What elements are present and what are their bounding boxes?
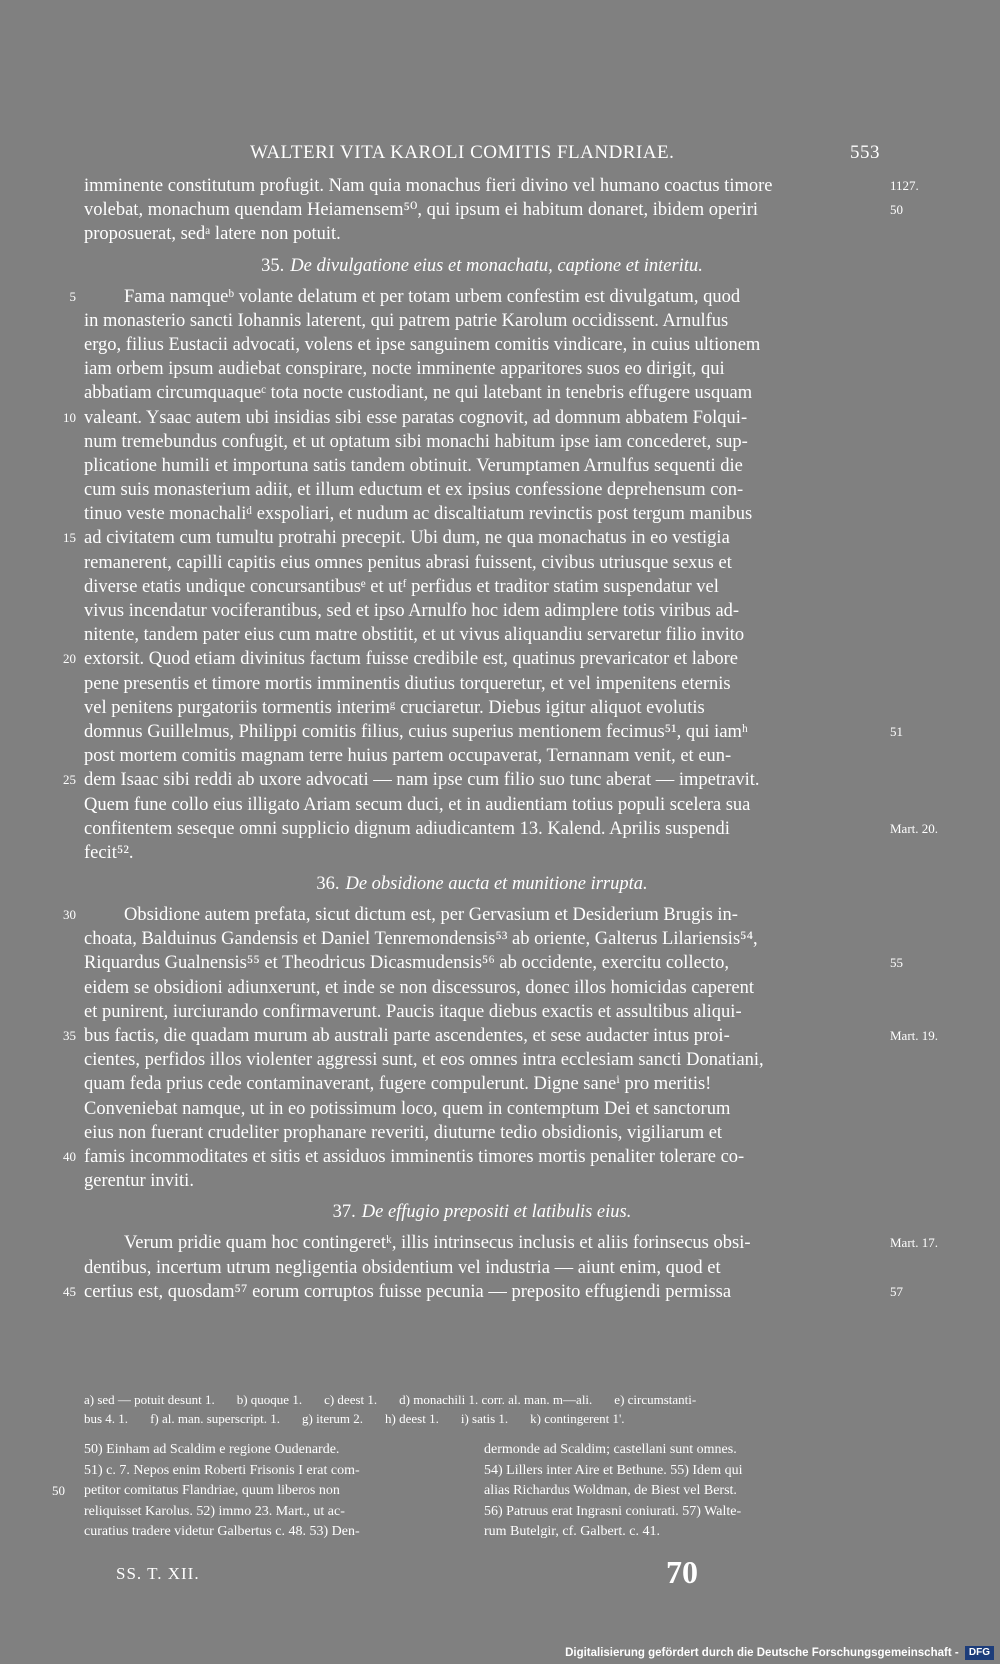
main-text	[63, 174, 939, 1304]
apparatus-note: g) iterum 2.	[302, 1411, 364, 1426]
line-number: 20	[63, 651, 76, 667]
text-line	[84, 357, 880, 381]
text-line	[84, 502, 880, 526]
text-line	[63, 768, 880, 792]
text-line	[63, 1145, 880, 1169]
digitization-credit	[565, 1646, 994, 1660]
footnote-text: 54) Lillers inter Aire et Bethune. 55) Idem qui	[484, 1462, 743, 1478]
footnote-text: rum Butelgir, cf. Galbert. c. 41.	[484, 1524, 660, 1539]
footnote-text: 50) Einham ad Scaldim e regione Oudenarde.	[84, 1442, 340, 1457]
line-text: certius est, quosdam⁵⁷ eorum corruptos fuisse pecunia — preposito effugiendi permissa	[84, 1281, 732, 1302]
section-title: De effugio prepositi et latibulis eius.	[361, 1202, 632, 1223]
line-number: 10	[63, 409, 76, 425]
apparatus-row	[84, 1409, 880, 1428]
line-text: gerentur inviti.	[84, 1171, 194, 1192]
apparatus-note: d) monachili 1. corr. al. man. m—ali.	[399, 1392, 593, 1407]
text-line	[84, 927, 880, 951]
line-number: 35	[63, 1028, 76, 1043]
text-line	[69, 285, 880, 309]
text-line	[84, 478, 880, 502]
page-bottom	[116, 1554, 836, 1594]
footnote-line	[84, 1502, 466, 1523]
text-line	[84, 976, 880, 1000]
apparatus-note: e) circumstanti-	[614, 1392, 697, 1407]
line-text: pene presentis et timore mortis imminentis diutius torqueretur, et vel impenitens eternis	[84, 673, 731, 694]
footnote-line	[484, 1522, 866, 1543]
line-text: num tremebundus confugit, et ut optatum sibi monachi habitum ipse iam concederet, sup-	[84, 431, 748, 452]
line-text: Obsidione autem prefata, sicut dictum est, per Gervasium et Desiderium Brugis in-	[124, 905, 738, 926]
footnote-line	[484, 1440, 866, 1461]
footnote-line	[52, 1481, 466, 1502]
apparatus-note: b) quoque 1.	[236, 1392, 303, 1407]
line-text: post mortem comitis magnam terre huius partem occupaverat, Ternannam venit, et eun-	[84, 746, 732, 767]
critical-apparatus	[84, 1390, 880, 1428]
line-text: in monasterio sancti Iohannis laterent, qui patrem patrie Karolum occidissent. Arnulfus	[84, 310, 729, 331]
footnotes-left-column	[52, 1440, 466, 1543]
line-text: cum suis monasterium adiit, et illum eductum et ex ipsius confessione deprehensum con-	[84, 480, 744, 501]
footnote-line	[84, 1440, 466, 1461]
line-text: remanerent, capilli capitis eius omnes penitus abrasi fuissent, civibus utriusque sexus et	[84, 552, 732, 573]
line-text: Fama namqueᵇ volante delatum et per totam urbem confestim est divulgatum, quod	[124, 286, 741, 307]
credit-text: Digitalisierung gefördert durch die Deutsche Forschungsgemeinschaft -	[565, 1647, 959, 1660]
footnote-line	[84, 1522, 466, 1543]
margin-note: 55	[890, 955, 903, 971]
apparatus-note: c) deest 1.	[324, 1392, 378, 1407]
text-line	[84, 198, 903, 222]
footnote-line	[484, 1502, 866, 1523]
text-line	[84, 720, 903, 744]
text-line	[63, 647, 880, 671]
line-text: nitente, tandem pater eius cum matre obstitit, et ut vivus aliquandiu servaretur filio invito	[84, 625, 745, 646]
text-line	[84, 599, 880, 623]
line-number: 30	[63, 907, 76, 923]
margin-note: 1127.	[890, 178, 919, 193]
line-number: 5	[69, 288, 76, 304]
text-line	[84, 1097, 880, 1121]
section-number: 37.	[332, 1202, 356, 1223]
footnote-text: 56) Patruus erat Ingrasni coniurati. 57) Walte-	[484, 1503, 742, 1519]
text-line	[84, 1000, 880, 1024]
footnote-text: petitor comitatus Flandriae, quum liberos non	[84, 1483, 340, 1498]
line-text: tinuo veste monachaliᵈ exspoliari, et nudum ac discaltiatum revinctis post tergum manibus	[84, 504, 753, 525]
footnote-line	[84, 1461, 466, 1482]
line-text: vivus incendatur vociferantibus, sed et ipso Arnulfo hoc idem adimplere totis viribus ad-	[84, 601, 740, 621]
line-text: ad civitatem cum tumultu protrahi precepit. Ubi dum, ne qua monachatus in eo vestigia	[84, 528, 730, 549]
line-text: vel penitens purgatoriis tormentis interimᵍ cruciaretur. Diebus igitur aliquot evolutis	[84, 697, 705, 718]
text-line	[63, 406, 880, 430]
text-line	[84, 309, 880, 333]
line-text: Riquardus Gualnensis⁵⁵ et Theodricus Dicasmudensis⁵⁶ ab occidente, exercitu collecto,	[84, 953, 730, 974]
line-number: 15	[63, 530, 76, 546]
section-number: 35.	[261, 255, 285, 276]
text-line	[84, 551, 880, 575]
line-text: valeant. Ysaac autem ubi insidias sibi esse paratas cognovit, ad domnum abbatem Folqui-	[84, 407, 748, 428]
line-text: abbatiam circumquaqueᶜ tota nocte custodiant, ne qui latebant in tenebris effugere usquam	[84, 383, 753, 404]
line-number: 40	[63, 1148, 76, 1164]
text-line	[84, 623, 880, 647]
line-text: eius non fuerant crudeliter prophanare reveriti, diuturne tedio obsidionis, vigiliarum et	[84, 1122, 723, 1143]
text-line	[84, 1048, 880, 1072]
apparatus-note: a) sed — potuit desunt 1.	[84, 1392, 215, 1407]
text-line	[84, 672, 880, 696]
line-text: iam orbem ipsum audiebat conspirare, nocte imminente apparitores suos eo dirigit, qui	[84, 359, 725, 380]
text-line	[84, 1072, 880, 1096]
margin-note: Mart. 20.	[890, 820, 939, 836]
line-text: fecit⁵².	[84, 842, 134, 863]
text-line	[84, 744, 880, 768]
line-text: Conveniebat namque, ut in eo potissimum loco, quem in contemptum Dei et sanctorum	[84, 1098, 731, 1119]
text-line	[84, 222, 880, 246]
text-line	[84, 174, 919, 198]
footnotes-right-column	[484, 1440, 866, 1543]
text-line	[84, 841, 880, 865]
line-text: plicatione humili et importuna satis tandem obtinuit. Verumptamen Arnulfus sequenti die	[84, 455, 743, 476]
apparatus-row	[84, 1390, 880, 1409]
line-text: Verum pridie quam hoc contingeretᵏ, illis intrinsecus inclusis et aliis forinsecus obsi-	[124, 1233, 751, 1254]
line-text: extorsit. Quod etiam divinitus factum fuisse credibile est, quatinus prevaricator et labore	[84, 649, 738, 670]
text-line	[63, 1024, 939, 1048]
line-text: cientes, perfidos illos violenter aggressi sunt, et eos omnes intra ecclesiam sancti Donatiani,	[84, 1050, 764, 1071]
section-heading	[84, 1193, 880, 1231]
line-number: 25	[63, 772, 76, 788]
line-text: ergo, filius Eustacii advocati, volens et ipse sanguinem comitis vindicare, in cuius ultionem	[84, 334, 761, 355]
section-title: De divulgatione eius et monachatu, captione et interitu.	[290, 255, 703, 276]
text-line	[63, 903, 880, 927]
footnote-text: 51) c. 7. Nepos enim Roberti Frisonis I erat com-	[84, 1462, 360, 1478]
section-title: De obsidione aucta et munitione irrupta.	[345, 874, 648, 895]
line-text: dentibus, incertum utrum negligentia obsidentium vel industria — aiunt enim, quod et	[84, 1257, 721, 1278]
gathering-number: 70	[666, 1554, 698, 1590]
line-number: 50	[52, 1483, 65, 1498]
margin-note: 51	[890, 723, 903, 739]
line-text: quam feda prius cede contaminaverant, fugere compulerunt. Digne saneⁱ pro meritis!	[84, 1074, 712, 1095]
line-text: proposuerat, sedᵃ latere non potuit.	[84, 224, 341, 245]
margin-note: Mart. 19.	[890, 1028, 939, 1043]
apparatus-note: i) satis 1.	[460, 1411, 509, 1426]
text-line	[84, 817, 939, 841]
text-line	[63, 1280, 903, 1304]
line-text: confitentem seseque omni supplicio dignum adiudicantem 13. Kalend. Aprilis suspendi	[84, 818, 730, 839]
apparatus-note: bus 4. 1.	[84, 1411, 129, 1426]
apparatus-note: f) al. man. superscript. 1.	[150, 1411, 281, 1426]
line-text: bus factis, die quadam murum ab australi parte ascendentes, et sese audacter intus proi-	[84, 1026, 730, 1046]
footnote-line	[484, 1461, 866, 1482]
margin-note: 50	[890, 202, 903, 218]
page-number: 553	[850, 142, 880, 163]
line-text: famis incommoditates et sitis et assiduos imminentis timores mortis penaliter tolerare co-	[84, 1146, 745, 1167]
margin-note: Mart. 17.	[890, 1235, 939, 1251]
text-line	[84, 575, 880, 599]
volume-signature: SS. T. XII.	[116, 1564, 200, 1583]
footnote-line	[484, 1481, 866, 1502]
line-text: Quem fune collo eius illigato Ariam secum duci, et in audientiam totius populi scelera sua	[84, 794, 751, 815]
text-line	[84, 333, 880, 357]
text-line	[84, 951, 903, 975]
margin-note: 57	[890, 1283, 903, 1299]
line-text: domnus Guillelmus, Philippi comitis filius, cuius superius mentionem fecimus⁵¹, qui iamʰ	[84, 721, 748, 742]
dfg-logo: DFG	[965, 1646, 994, 1660]
footnote-text: alias Richardus Woldman, de Biest vel Berst.	[484, 1483, 737, 1498]
section-heading	[84, 247, 880, 285]
section-heading	[84, 865, 880, 903]
text-line	[84, 696, 880, 720]
text-line	[84, 1231, 939, 1255]
text-line	[84, 381, 880, 405]
text-line	[84, 430, 880, 454]
text-line	[63, 526, 880, 550]
line-text: dem Isaac sibi reddi ab uxore advocati — nam ipse cum filio suo tunc aberat — impetravit.	[84, 770, 760, 791]
line-text: volebat, monachum quendam Heiamensem⁵⁰, qui ipsum ei habitum donaret, ibidem operiri	[84, 200, 759, 221]
text-line	[84, 793, 880, 817]
line-text: eidem se obsidioni adiunxerunt, et inde se non discessuros, donec illos homicidas caperent	[84, 977, 754, 998]
section-number: 36.	[316, 874, 340, 895]
line-text: choata, Balduinus Gandensis et Daniel Tenremondensis⁵³ ab oriente, Galterus Lilariensis⁵⁴,	[84, 929, 758, 950]
footnote-text: dermonde ad Scaldim; castellani sunt omnes.	[484, 1442, 737, 1457]
line-text: imminente constitutum profugit. Nam quia monachus fieri divino vel humano coactus timore	[84, 176, 773, 196]
line-text: et punirent, iurciurando confirmaverunt. Paucis itaque diebus exactis et assultibus aliqui-	[84, 1001, 742, 1022]
text-line	[84, 1256, 880, 1280]
footnote-text: reliquisset Karolus. 52) immo 23. Mart., ut ac-	[84, 1503, 345, 1519]
footnote-text: curatius tradere videtur Galbertus c. 48. 53) Den-	[84, 1524, 360, 1539]
apparatus-note: h) deest 1.	[385, 1411, 439, 1426]
running-title: WALTERI VITA KAROLI COMITIS FLANDRIAE.	[250, 142, 675, 163]
text-line	[84, 1121, 880, 1145]
text-line	[84, 454, 880, 478]
text-line	[84, 1169, 880, 1193]
apparatus-note: k) contingerent 1'.	[530, 1411, 625, 1426]
line-text: diverse etatis undique concursantibusᵉ et utᶠ perfidus et traditor statim suspendatur vel	[84, 576, 719, 597]
line-number: 45	[63, 1283, 76, 1299]
